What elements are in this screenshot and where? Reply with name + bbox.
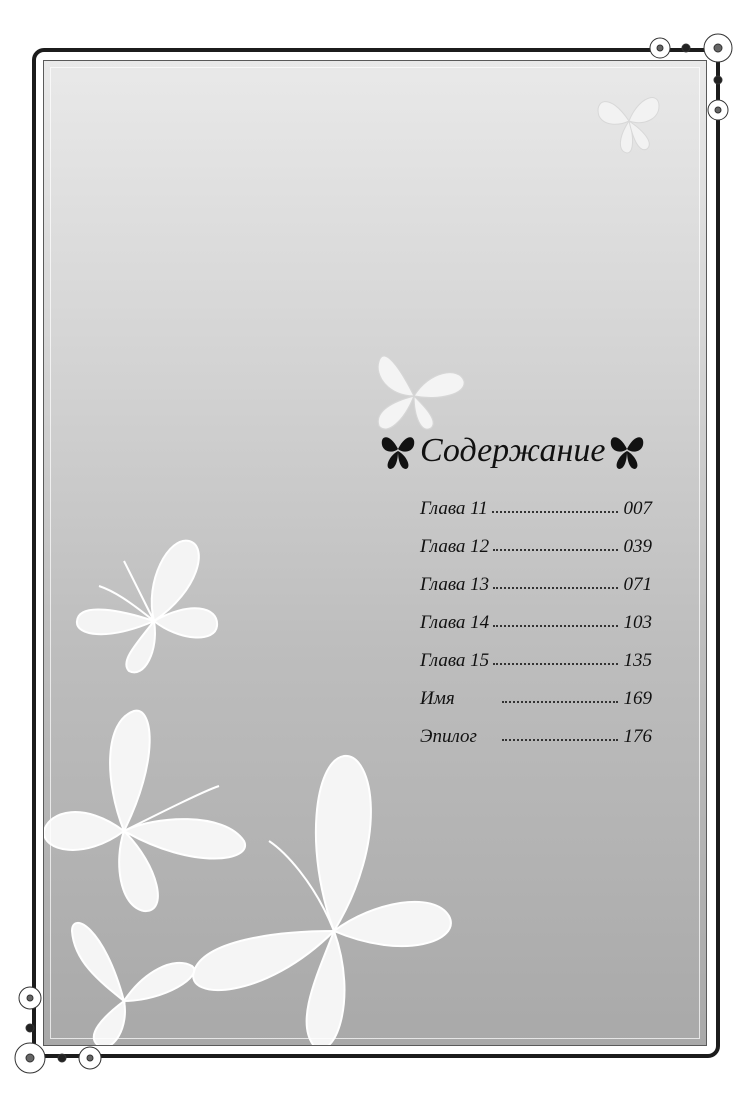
butterfly-black-right-icon [609, 431, 645, 471]
toc-entry-label: Глава 14 [420, 612, 490, 633]
butterfly-mid-left [69, 531, 229, 681]
toc-entry[interactable] [420, 566, 652, 604]
toc-heading [380, 426, 680, 476]
toc-entry-label: Имя [420, 688, 455, 709]
toc-entry-page: 176 [623, 726, 652, 747]
toc-entry-page: 103 [623, 612, 652, 633]
leader-dots [493, 549, 617, 551]
leader-dots [502, 701, 618, 703]
toc-entry[interactable] [420, 490, 652, 528]
toc-entry[interactable] [420, 528, 652, 566]
toc-entry[interactable] [420, 604, 652, 642]
toc-entry[interactable] [420, 680, 652, 718]
toc-entry-label: Глава 12 [420, 536, 490, 557]
toc-entry-label: Глава 15 [420, 650, 490, 671]
toc-entry-page: 169 [623, 688, 652, 709]
toc-entry-page: 135 [623, 650, 652, 671]
butterfly-black-left-icon [380, 431, 416, 471]
toc-list [420, 490, 652, 756]
butterfly-above-title [369, 346, 479, 436]
toc-entry[interactable] [420, 642, 652, 680]
flower-bottom-left [10, 980, 120, 1080]
toc-heading-text: Содержание [420, 432, 606, 469]
leader-dots [493, 587, 617, 589]
toc-entry-page: 007 [623, 498, 652, 519]
toc-entry-label: Глава 13 [420, 574, 490, 595]
toc-entry-label: Эпилог [420, 726, 477, 747]
flower-top-right [640, 28, 740, 128]
leader-dots [502, 739, 618, 741]
leader-dots [493, 663, 617, 665]
toc-entry-page: 071 [623, 574, 652, 595]
toc-entry-label: Глава 11 [420, 498, 488, 519]
toc-entry[interactable] [420, 718, 652, 756]
leader-dots [492, 511, 618, 513]
toc-entry-page: 039 [623, 536, 652, 557]
leader-dots [493, 625, 617, 627]
